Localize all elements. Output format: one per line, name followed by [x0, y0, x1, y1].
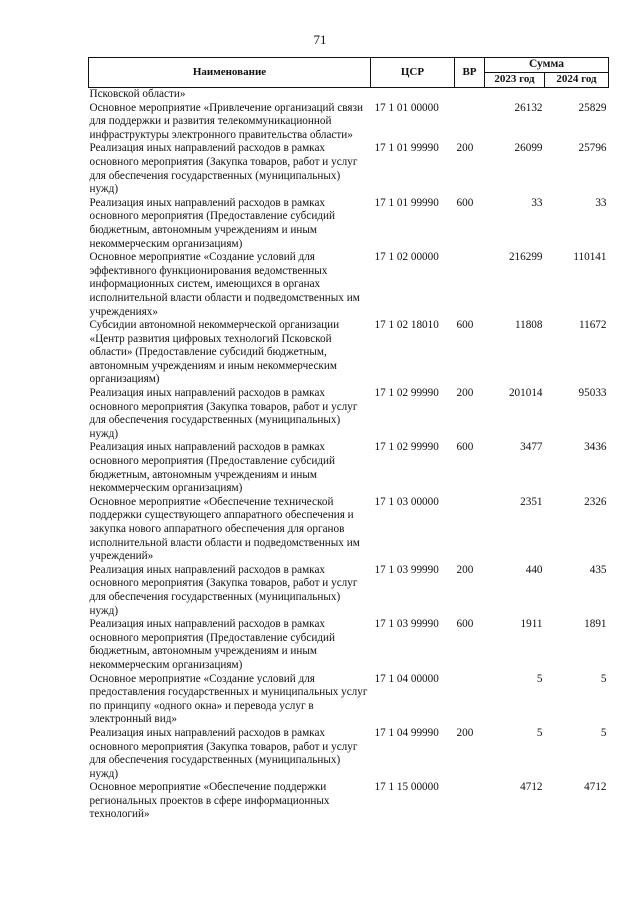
row-name: Реализация иных направлений расходов в рамках основного мероприятия (Предоставление субсидий бюджетным, автономным учреждениям и иным некоммерческим организациям)	[89, 196, 335, 250]
table-row	[89, 387, 609, 441]
row-csr: 17 1 04 99990	[374, 726, 439, 739]
row-sum-2023: 26132	[514, 101, 543, 114]
row-vr: 600	[456, 196, 474, 209]
row-csr: 17 1 01 00000	[374, 101, 439, 114]
header-year-2023: 2023 год	[485, 73, 545, 88]
table-header	[89, 58, 609, 88]
table-row	[89, 102, 609, 143]
row-sum-2023: 5	[536, 672, 543, 685]
table-row	[89, 618, 609, 672]
row-name: Основное мероприятие «Привлечение организаций связи для поддержки и развития телекоммуникационной инфраструктуры электронного правительства области»	[89, 101, 363, 141]
table-row	[89, 673, 609, 727]
row-sum-2023: 1911	[520, 618, 543, 631]
row-vr	[455, 781, 485, 822]
row-sum-2023: 4712	[520, 781, 543, 794]
table-row	[89, 781, 609, 822]
row-sum-2023: 3477	[520, 441, 543, 454]
table-row	[89, 197, 609, 251]
row-sum-2024: 4712	[584, 781, 607, 794]
row-csr: 17 1 02 99990	[374, 387, 439, 400]
table-row	[89, 319, 609, 387]
row-sum-2024: 5	[600, 672, 607, 685]
table-row	[89, 564, 609, 618]
table-body	[89, 88, 609, 823]
row-vr: 600	[456, 319, 474, 332]
row-sum-2024: 435	[589, 563, 607, 576]
row-sum-2023: 216299	[508, 251, 543, 264]
row-sum-2023: 2351	[520, 495, 543, 508]
row-name: Реализация иных направлений расходов в рамках основного мероприятия (Предоставление субсидий бюджетным, автономным учреждениям и иным некоммерческим организациям)	[89, 618, 335, 671]
row-sum-2023: 201014	[508, 387, 543, 400]
row-name: Основное мероприятие «Обеспечение технической поддержки существующего аппаратного обеспечения и закупка нового аппаратного обеспечения для органов исполнительной власти области и подведомственных им учреждений»	[89, 495, 360, 563]
row-sum-2023: 33	[531, 196, 543, 209]
table-row	[89, 251, 609, 319]
row-csr: 17 1 01 99990	[374, 196, 439, 209]
row-sum-2023: 440	[525, 563, 543, 576]
row-csr: 17 1 03 99990	[374, 618, 439, 631]
row-sum-2024: 1891	[584, 618, 607, 631]
row-name: Псковской области»	[89, 88, 186, 100]
row-vr: 600	[456, 618, 474, 631]
row-csr: 17 1 04 00000	[374, 672, 439, 685]
row-name: Реализация иных направлений расходов в рамках основного мероприятия (Закупка товаров, работ и услуг для обеспечения государственных (муниципальных) нужд)	[89, 726, 358, 780]
row-sum-2024	[545, 88, 609, 102]
row-csr: 17 1 02 00000	[374, 251, 439, 264]
row-sum-2023: 5	[536, 726, 543, 739]
table-row	[89, 441, 609, 495]
header-name: Наименование	[89, 58, 371, 88]
row-vr	[455, 673, 485, 727]
row-name: Реализация иных направлений расходов в рамках основного мероприятия (Закупка товаров, работ и услуг для обеспечения государственных (муниципальных) нужд)	[89, 563, 358, 617]
header-sum: Сумма	[485, 58, 609, 73]
row-sum-2024: 5	[600, 726, 607, 739]
row-sum-2024: 2326	[584, 495, 607, 508]
row-sum-2024: 11672	[578, 319, 607, 332]
header-vr: ВР	[455, 58, 485, 88]
header-year-2024: 2024 год	[545, 73, 609, 88]
row-sum-2024: 3436	[584, 441, 607, 454]
row-csr: 17 1 03 99990	[374, 563, 439, 576]
row-vr: 200	[456, 387, 474, 400]
row-sum-2024: 25829	[578, 101, 607, 114]
row-sum-2023: 26099	[514, 142, 543, 155]
row-sum-2023	[485, 88, 545, 102]
table-row	[89, 727, 609, 781]
table-row	[89, 142, 609, 196]
row-csr: 17 1 03 00000	[374, 495, 439, 508]
table-row	[89, 88, 609, 102]
table-row	[89, 496, 609, 564]
row-name: Основное мероприятие «Создание условий для эффективного функционирования ведомственных информационных систем, имеющихся в органах исполнительной власти области и подведомственных им учреждениях»	[89, 251, 360, 318]
row-csr: 17 1 01 99990	[374, 142, 439, 155]
row-vr	[455, 496, 485, 564]
row-vr: 200	[456, 563, 474, 576]
row-name: Субсидии автономной некоммерческой организации «Центр развития цифровых технологий Псковской области» (Предоставление субсидий бюджетным, автономным учреждениям и иным некоммерческим организациям)	[89, 319, 340, 386]
row-name: Основное мероприятие «Обеспечение поддержки региональных проектов в сфере информационных технологий»	[89, 781, 330, 821]
header-csr: ЦСР	[371, 58, 455, 88]
row-sum-2024: 110141	[573, 251, 607, 264]
row-name: Реализация иных направлений расходов в рамках основного мероприятия (Предоставление субсидий бюджетным, автономным учреждениям и иным некоммерческим организациям)	[89, 441, 335, 495]
row-name: Основное мероприятие «Создание условий для предоставления государственных и муниципальных услуг по принципу «одного окна» и перевода услуг в электронный вид»	[89, 672, 368, 726]
row-vr	[455, 102, 485, 143]
row-csr: 17 1 02 18010	[374, 319, 439, 332]
row-vr	[455, 251, 485, 319]
row-vr: 600	[456, 441, 474, 454]
budget-table	[88, 57, 609, 822]
row-vr: 200	[456, 726, 474, 739]
row-vr: 200	[456, 142, 474, 155]
row-vr	[455, 88, 485, 102]
row-sum-2023: 11808	[514, 319, 543, 332]
row-csr: 17 1 02 99990	[374, 441, 439, 454]
page-number: 71	[313, 32, 327, 47]
row-sum-2024: 25796	[578, 142, 607, 155]
row-name: Реализация иных направлений расходов в рамках основного мероприятия (Закупка товаров, работ и услуг для обеспечения государственных (муниципальных) нужд)	[89, 387, 358, 440]
row-sum-2024: 33	[595, 196, 607, 209]
row-name: Реализация иных направлений расходов в рамках основного мероприятия (Закупка товаров, работ и услуг для обеспечения государственных (муниципальных) нужд)	[89, 142, 358, 196]
row-csr: 17 1 15 00000	[374, 781, 439, 794]
row-sum-2024: 95033	[578, 387, 607, 400]
row-csr	[371, 88, 455, 102]
